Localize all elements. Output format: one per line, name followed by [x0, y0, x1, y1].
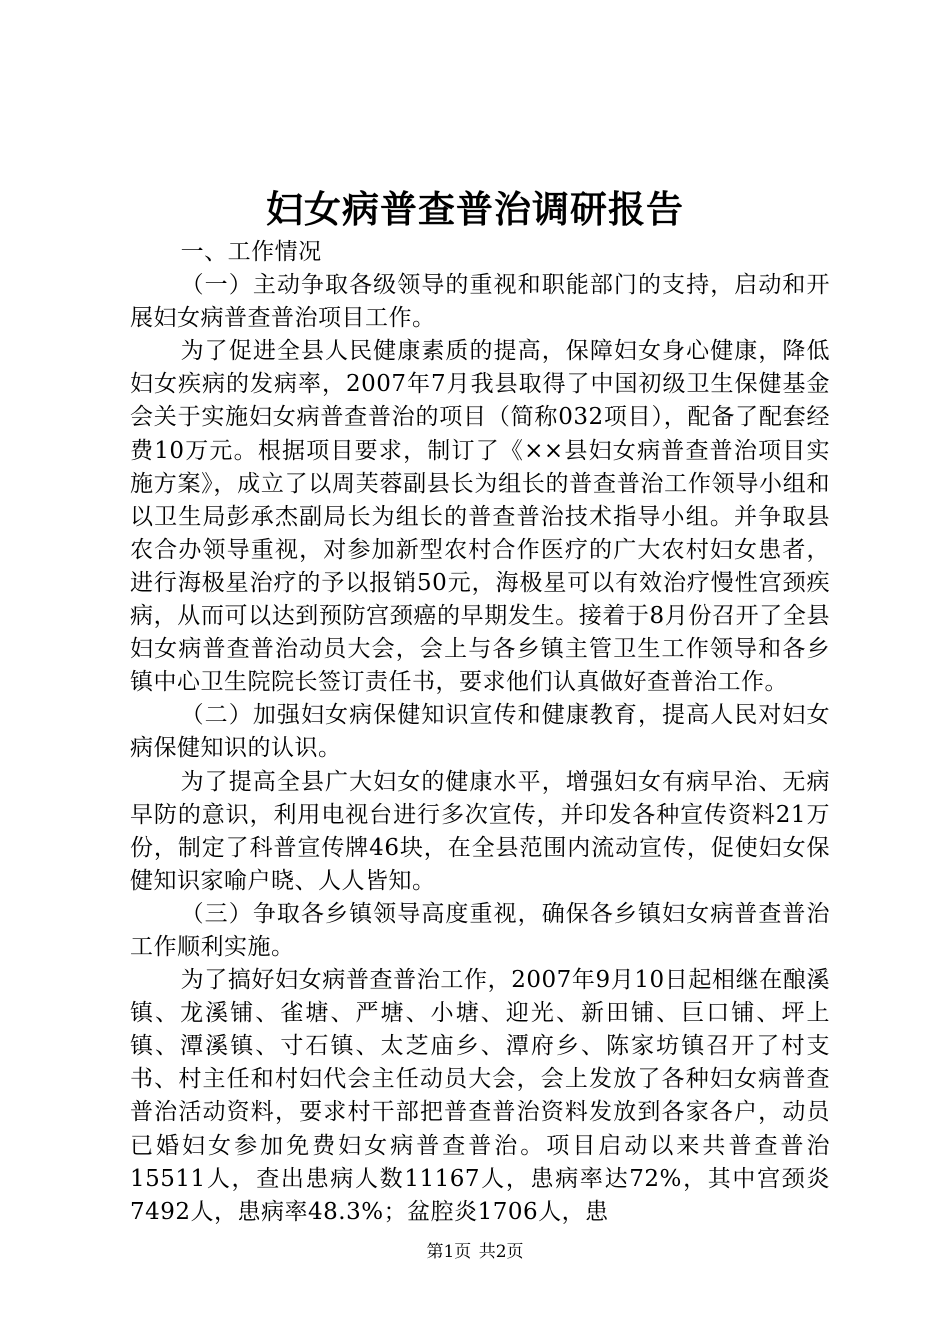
body-paragraph: 为了促进全县人民健康素质的提高，保障妇女身心健康，降低妇女疾病的发病率，2007年7月我县取得了中国初级卫生保健基金会关于实施妇女病普查普治的项目（简称032项目），配备了配套经费10万元。根据项目要求，制订了《××县妇女病普查普治项目实施方案》，成立了以周芙蓉副县长为组长的普查普治工作领导小组和以卫生局彭承杰副局长为组长的普查普治技术指导小组。并争取县农合办领导重视，对参加新型农村合作医疗的广大农村妇女患者，进行海极星治疗的予以报销50元，海极星可以有效治疗慢性宫颈疾病，从而可以达到预防宫颈癌的早期发生。接着于8月份召开了全县妇女病普查普治动员大会，会上与各乡镇主管卫生工作领导和各乡镇中心卫生院院长签订责任书，要求他们认真做好查普治工作。 — [130, 338, 830, 696]
body-paragraph: 为了搞好妇女病普查普治工作，2007年9月10日起相继在酿溪镇、龙溪铺、雀塘、严塘、小塘、迎光、新田铺、巨口铺、坪上镇、潭溪镇、寸石镇、太芝庙乡、潭府乡、陈家坊镇召开了村支书、村主任和村妇代会主任动员大会，会上发放了各种妇女病普查普治活动资料，要求村干部把普查普治资料发放到各家各户，动员已婚妇女参加免费妇女病普查普治。项目启动以来共普查普治15511人，查出患病人数11167人，患病率达72%，其中宫颈炎7492人，患病率48.3%；盆腔炎1706人，患 — [130, 967, 830, 1225]
document-title: 妇女病普查普治调研报告 — [266, 187, 684, 231]
section-heading: 一、工作情况 — [180, 239, 322, 265]
subsection-heading: （一）主动争取各级领导的重视和职能部门的支持，启动和开展妇女病普查普治项目工作。 — [130, 272, 830, 332]
body-paragraph: 为了提高全县广大妇女的健康水平，增强妇女有病早治、无病早防的意识，利用电视台进行多次宣传，并印发各种宣传资料21万份，制定了科普宣传牌46块，在全县范围内流动宣传，促使妇女保健知识家喻户晓、人人皆知。 — [130, 768, 830, 894]
page-footer — [0, 1240, 950, 1264]
document-body — [130, 236, 830, 1229]
subsection-heading: （三）争取各乡镇领导高度重视，确保各乡镇妇女病普查普治工作顺利实施。 — [130, 900, 830, 960]
page-total: 共2页 — [478, 1242, 524, 1262]
page-number: 第1页 — [426, 1242, 472, 1262]
subsection-heading: （二）加强妇女病保健知识宣传和健康教育，提高人民对妇女病保健知识的认识。 — [130, 702, 830, 762]
